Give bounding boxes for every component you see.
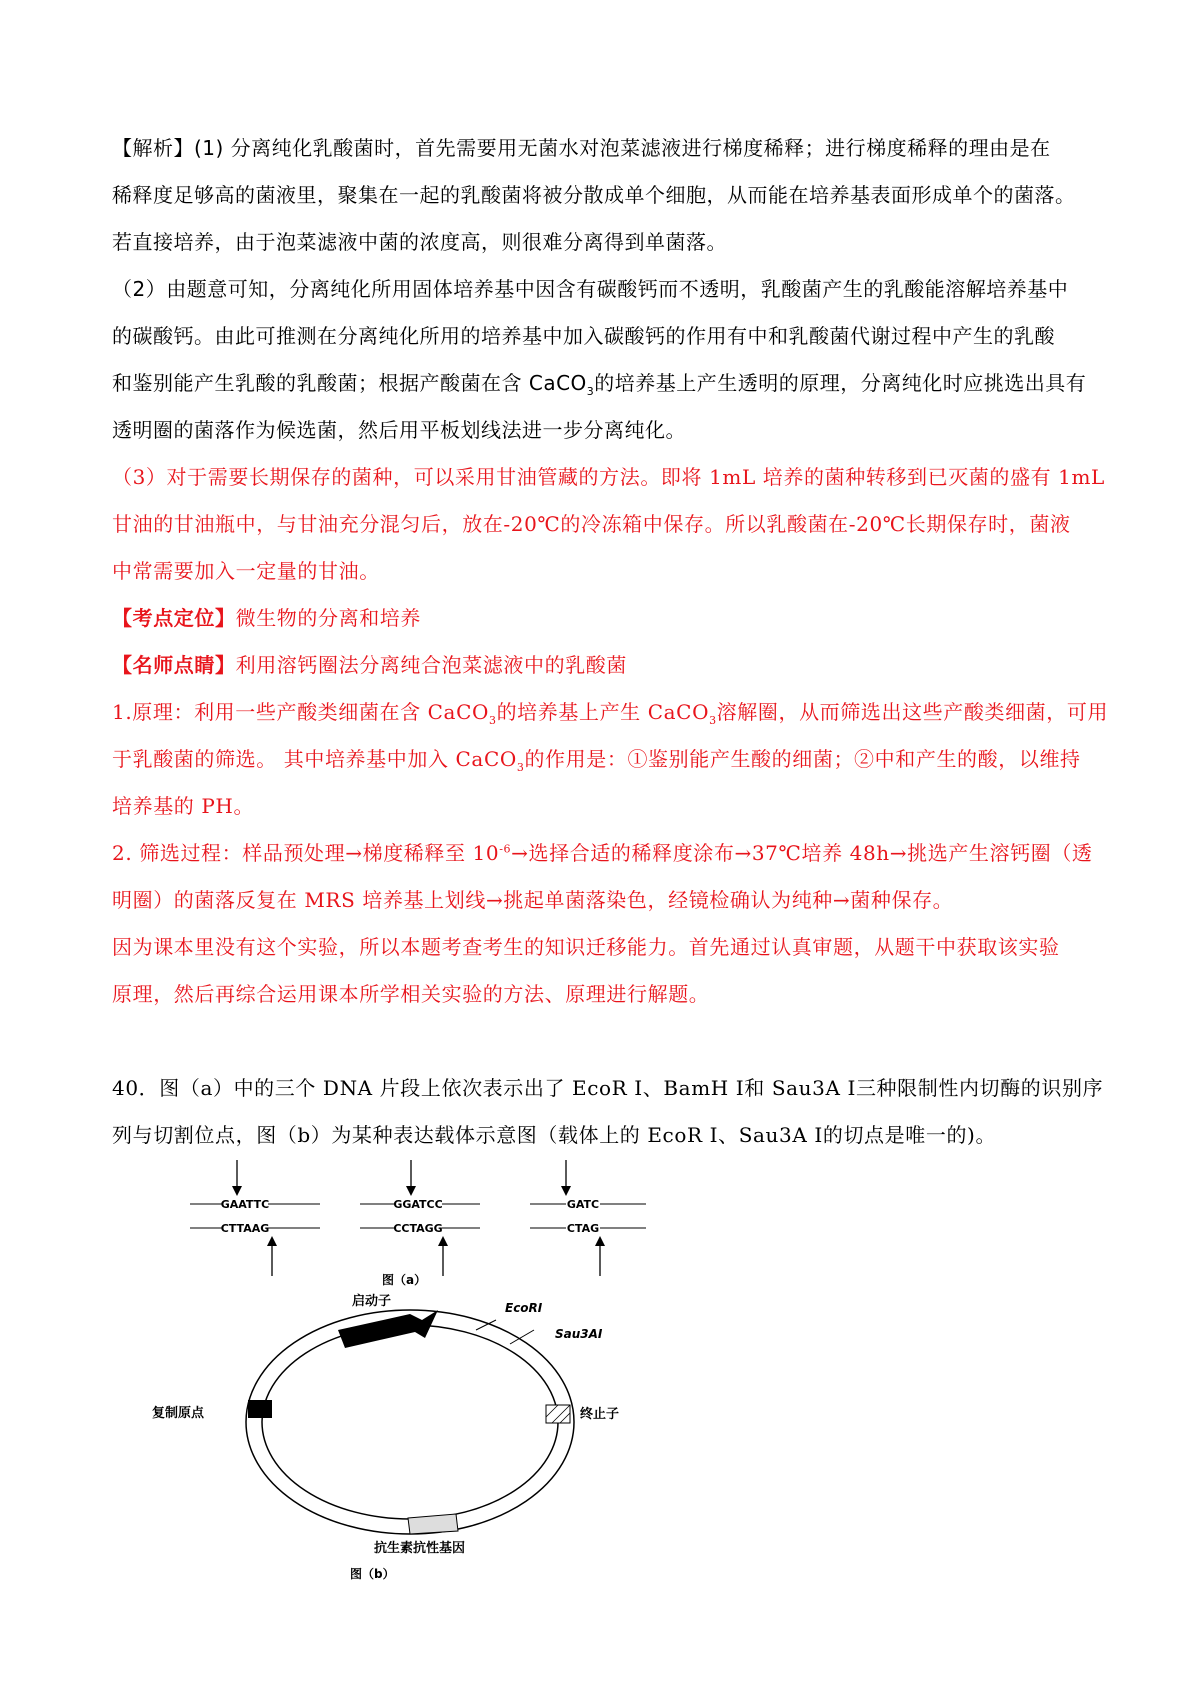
seq2-bottom: CCTAGG <box>393 1222 443 1235</box>
analysis-line-6-part-a: 和鉴别能产生乳酸的乳酸菌；根据产酸菌在含 CaCO <box>112 371 587 395</box>
analysis-line-3: 若直接培养，由于泡菜滤液中菌的浓度高，则很难分离得到单菌落。 <box>112 230 727 254</box>
label-origin: 复制原点 <box>152 1406 205 1421</box>
analysis-line-4: （2）由题意可知，分离纯化所用固体培养基中因含有碳酸钙而不透明，乳酸菌产生的乳酸能溶解培养基中 <box>112 277 1069 301</box>
figure-b-plasmid <box>152 1293 619 1581</box>
teacher-line-2-a: 于乳酸菌的筛选。 其中培养基中加入 CaCO <box>112 747 517 771</box>
arrow-down-icon <box>561 1186 571 1196</box>
restriction-site-bamhi <box>360 1160 480 1276</box>
sau3ai-site-mark <box>510 1330 534 1344</box>
teacher-line-6: 因为课本里没有这个实验，所以本题考查考生的知识迁移能力。首先通过认真审题，从题干中获取该实验 <box>112 935 1060 959</box>
label-ecori: EcoRI <box>505 1301 543 1315</box>
teacher-line-1-b: 的培养基上产生 CaCO <box>496 700 710 724</box>
caption-b: 图（b） <box>350 1567 395 1581</box>
teacher-line-5: 明圈）的菌落反复在 MRS 培养基上划线→挑起单菌落染色，经镜检确认为纯种→菌种保存。 <box>112 888 954 912</box>
superscript-exponent: -6 <box>499 842 512 856</box>
origin-block <box>248 1400 272 1418</box>
seq1-bottom: CTTAAG <box>220 1222 270 1235</box>
seq2-top: GGATCC <box>393 1198 443 1211</box>
teacher-line-2-b: 的作用是：①鉴别能产生酸的细菌；②中和产生的酸，以维持 <box>524 747 1081 771</box>
caption-a: 图（a） <box>382 1273 427 1287</box>
subscript-3: 3 <box>709 714 717 727</box>
teacher-line-4-b: →选择合适的稀释度涂布→37℃培养 48h→挑选产生溶钙圈（透 <box>511 841 1093 865</box>
subscript-3: 3 <box>516 761 525 774</box>
analysis-line-5: 的碳酸钙。由此可推测在分离纯化所用的培养基中加入碳酸钙的作用有中和乳酸菌代谢过程中产生的乳酸 <box>112 324 1055 348</box>
plasmid-inner-ring <box>262 1325 558 1519</box>
subscript-3: 3 <box>586 385 595 398</box>
terminator-block <box>546 1405 570 1423</box>
arrow-down-icon <box>232 1186 242 1196</box>
figure-dna-vector <box>152 1160 720 1581</box>
restriction-site-ecori <box>190 1160 320 1276</box>
teacher-line-4 <box>112 840 1093 866</box>
teacher-line <box>112 652 627 678</box>
label-sau3ai: Sau3AI <box>555 1327 603 1341</box>
analysis-line-2: 稀释度足够高的菌液里，聚集在一起的乳酸菌将被分散成单个细胞，从而能在培养基表面形成单个的菌落。 <box>112 183 1076 207</box>
arrow-up-icon <box>595 1236 605 1246</box>
arrow-up-icon <box>438 1236 448 1246</box>
teacher-line-1-c: 溶解圈，从而筛选出这些产酸类细菌，可用 <box>716 700 1109 724</box>
figure-a <box>190 1160 646 1287</box>
teacher-line-2 <box>112 746 1081 772</box>
plasmid-outer-ring <box>246 1310 574 1534</box>
arrow-up-icon <box>267 1236 277 1246</box>
seq3-bottom: CTAG <box>566 1222 600 1235</box>
restriction-site-sau3ai <box>530 1160 646 1276</box>
teacher-line-4-a: 2. 筛选过程：样品预处理→梯度稀释至 10 <box>112 841 500 865</box>
analysis-line-10: 中常需要加入一定量的甘油。 <box>112 559 380 583</box>
analysis-line-9: 甘油的甘油瓶中，与甘油充分混匀后，放在-20℃的冷冻箱中保存。所以乳酸菌在-20℃长期保存时，菌液 <box>112 512 1071 536</box>
promoter-arrow-icon <box>338 1310 438 1348</box>
teacher-label: 【名师点睛】 <box>112 653 236 677</box>
seq1-top: GAATTC <box>220 1198 270 1211</box>
question-line-2: 列与切割位点，图（b）为某种表达载体示意图（载体上的 EcoR Ⅰ、Sau3A Ⅰ的切点是唯一的)。 <box>112 1123 997 1147</box>
subscript-3: 3 <box>488 714 497 727</box>
label-promoter: 启动子 <box>352 1294 392 1309</box>
analysis-line-6 <box>112 370 1086 396</box>
teacher-line-7: 原理，然后再综合运用课本所学相关实验的方法、原理进行解题。 <box>112 982 710 1006</box>
teacher-line-3: 培养基的 PH。 <box>112 794 255 818</box>
label-resistance: 抗生素抗性基因 <box>374 1541 466 1556</box>
question-line-1: 40．图（a）中的三个 DNA 片段上依次表示出了 EcoR Ⅰ、BamH Ⅰ和 Sau3A Ⅰ三种限制性内切酶的识别序 <box>112 1076 1104 1100</box>
label-terminator: 终止子 <box>580 1407 620 1422</box>
seq3-top: GATC <box>566 1198 600 1211</box>
resistance-gene-block <box>408 1514 458 1534</box>
arrow-down-icon <box>406 1186 416 1196</box>
keypoint-text: 微生物的分离和培养 <box>235 606 422 630</box>
keypoint-label: 【考点定位】 <box>112 606 236 630</box>
teacher-text: 利用溶钙圈法分离纯合泡菜滤液中的乳酸菌 <box>235 653 628 677</box>
analysis-line-6-part-b: 的培养基上产生透明的原理，分离纯化时应挑选出具有 <box>594 371 1087 395</box>
teacher-line-1-a: 1.原理：利用一些产酸类细菌在含 CaCO <box>112 700 489 724</box>
teacher-line-1 <box>112 699 1108 725</box>
keypoint-line <box>112 605 421 631</box>
analysis-line-7: 透明圈的菌落作为候选菌，然后用平板划线法进一步分离纯化。 <box>112 418 686 442</box>
analysis-line-8: （3）对于需要长期保存的菌种，可以采用甘油管藏的方法。即将 1mL 培养的菌种转移到已灭菌的盛有 1mL <box>112 465 1105 489</box>
analysis-line-1: 【解析】(1) 分离纯化乳酸菌时，首先需要用无菌水对泡菜滤液进行梯度稀释；进行梯度稀释的理由是在 <box>112 136 1051 160</box>
